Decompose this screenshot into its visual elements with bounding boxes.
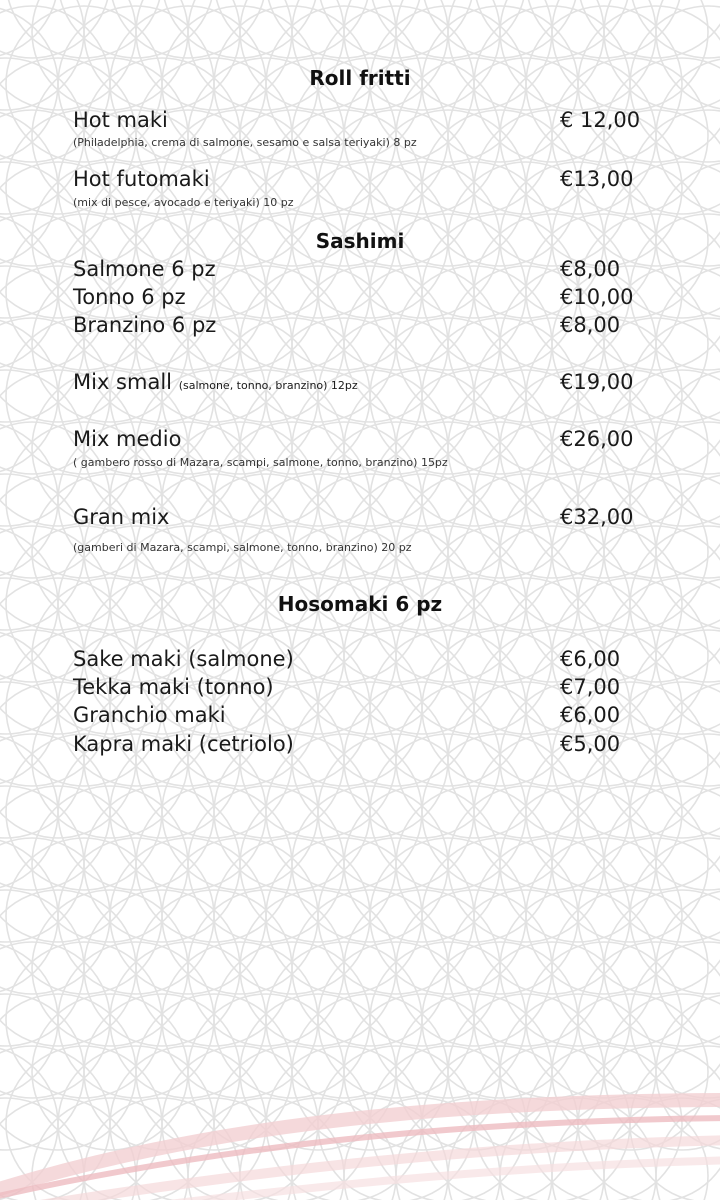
item-description: (salmone, tonno, branzino) 12pz xyxy=(178,379,358,392)
item-price: €19,00 xyxy=(560,370,634,394)
item-name: Salmone 6 pz xyxy=(73,257,216,281)
item-name: Tekka maki (tonno) xyxy=(73,675,274,699)
item-price: €26,00 xyxy=(560,427,634,451)
section-title-sashimi: Sashimi xyxy=(315,229,405,253)
item-name: Mix medio xyxy=(73,427,182,451)
item-description: (Philadelphia, crema di salmone, sesamo e salsa teriyaki) 8 pz xyxy=(73,136,417,149)
item-name: Gran mix xyxy=(73,505,170,529)
item-name: Branzino 6 pz xyxy=(73,313,217,337)
item-price: €32,00 xyxy=(560,505,634,529)
item-name: Hot futomaki xyxy=(73,167,210,191)
item-name: Kapra maki (cetriolo) xyxy=(73,732,294,756)
item-name: Tonno 6 pz xyxy=(73,285,186,309)
section-title-hosomaki: Hosomaki 6 pz xyxy=(277,592,443,616)
item-price: €8,00 xyxy=(560,313,621,337)
item-price: €5,00 xyxy=(560,732,621,756)
item-name: Hot maki xyxy=(73,108,168,132)
item-name: Granchio maki xyxy=(73,703,226,727)
section-title-roll-fritti: Roll fritti xyxy=(309,66,411,90)
item-price: €6,00 xyxy=(560,647,621,671)
item-price: € 12,00 xyxy=(560,108,641,132)
item-price: €10,00 xyxy=(560,285,634,309)
item-price: €8,00 xyxy=(560,257,621,281)
item-price: €13,00 xyxy=(560,167,634,191)
item-name: Mix small xyxy=(73,370,172,394)
item-description: (gamberi di Mazara, scampi, salmone, tonno, branzino) 20 pz xyxy=(73,541,412,554)
item-description: (mix di pesce, avocado e teriyaki) 10 pz xyxy=(73,196,294,209)
item-price: €6,00 xyxy=(560,703,621,727)
item-name-with-inline-desc xyxy=(73,369,358,399)
item-name: Sake maki (salmone) xyxy=(73,647,294,671)
item-price: €7,00 xyxy=(560,675,621,699)
item-description: ( gambero rosso di Mazara, scampi, salmone, tonno, branzino) 15pz xyxy=(73,456,448,469)
